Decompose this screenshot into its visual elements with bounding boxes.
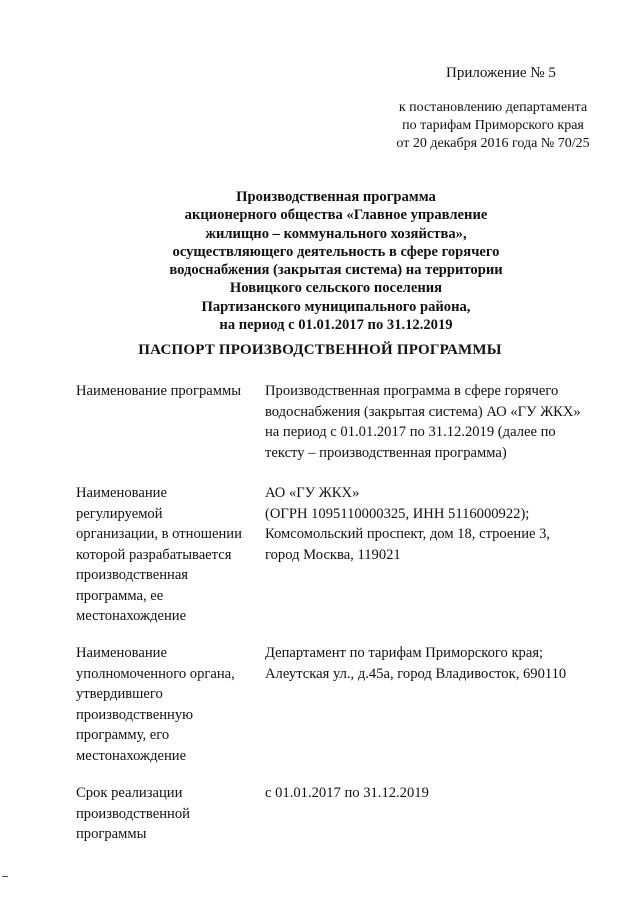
scan-margin-mark — [2, 876, 8, 877]
passport-row-value — [265, 483, 615, 565]
label-line: местонахождение — [76, 608, 187, 624]
label-line: Наименование программы — [76, 383, 242, 399]
label-line: программа, ее — [76, 587, 164, 604]
appendix-number: Приложение № 5 — [446, 65, 556, 81]
passport-row-value — [265, 783, 615, 804]
passport-row-label — [76, 381, 261, 402]
label-line: программы — [76, 826, 147, 842]
passport-row-label — [76, 483, 261, 627]
label-line: организации, в отношении — [76, 526, 242, 542]
value-line: Алеутская ул., д.45а, город Владивосток, 690110 — [265, 665, 567, 682]
passport-row-label — [76, 643, 261, 766]
title-line: Производственная программа — [236, 189, 436, 205]
label-line: утвердившего — [76, 686, 163, 702]
title-line: Партизанского муниципального района, — [201, 298, 471, 315]
value-line: с 01.01.2017 по 31.12.2019 — [265, 785, 429, 801]
label-line: производственную — [76, 706, 194, 723]
label-line: Наименование — [76, 645, 167, 661]
passport-row-value — [265, 381, 615, 463]
label-line: программу, его — [76, 727, 170, 743]
title-line: Новицкого сельского поселения — [229, 280, 443, 297]
value-line: город Москва, 119021 — [265, 546, 401, 563]
reference-line: от 20 декабря 2016 года № 70/25 — [396, 136, 590, 151]
value-line: АО «ГУ ЖКХ» — [265, 485, 360, 501]
title-line: акционерного общества «Главное управление — [184, 207, 488, 224]
title-line: жилищно – коммунального хозяйства», — [205, 225, 467, 242]
reference-line: по тарифам Приморского края — [402, 118, 584, 133]
label-line: производственной — [76, 805, 190, 822]
title-line: водоснабжения (закрытая система) на территории — [169, 262, 503, 279]
resolution-reference — [383, 99, 603, 153]
value-line: (ОГРН 1095110000325, ИНН 5116000922); — [265, 505, 530, 522]
value-line: тексту – производственная программа) — [265, 444, 507, 461]
value-line: Производственная программа в сфере горячего — [265, 383, 559, 399]
value-line: Департамент по тарифам Приморского края; — [265, 645, 544, 661]
title-line: на период с 01.01.2017 по 31.12.2019 — [219, 317, 453, 334]
label-line: производственная — [76, 567, 189, 583]
value-line: на период с 01.01.2017 по 31.12.2019 (далее по — [265, 424, 556, 440]
label-line: Срок реализации — [76, 785, 183, 801]
title-line: осуществляющего деятельность в сфере горячего — [172, 243, 500, 260]
passport-heading: ПАСПОРТ ПРОИЗВОДСТВЕННОЙ ПРОГРАММЫ — [138, 342, 502, 358]
reference-line: к постановлению департамента — [398, 100, 588, 115]
label-line: которой разрабатывается — [76, 546, 232, 563]
value-line: Комсомольский проспект, дом 18, строение 3, — [265, 526, 551, 542]
document-title — [120, 188, 552, 334]
value-line: водоснабжения (закрытая система) АО «ГУ ЖКХ» — [265, 403, 581, 420]
label-line: местонахождение — [76, 747, 187, 764]
label-line: уполномоченного органа, — [76, 665, 235, 682]
passport-row-value — [265, 643, 615, 684]
passport-row-label — [76, 783, 261, 845]
label-line: регулируемой — [76, 505, 163, 522]
label-line: Наименование — [76, 485, 167, 501]
